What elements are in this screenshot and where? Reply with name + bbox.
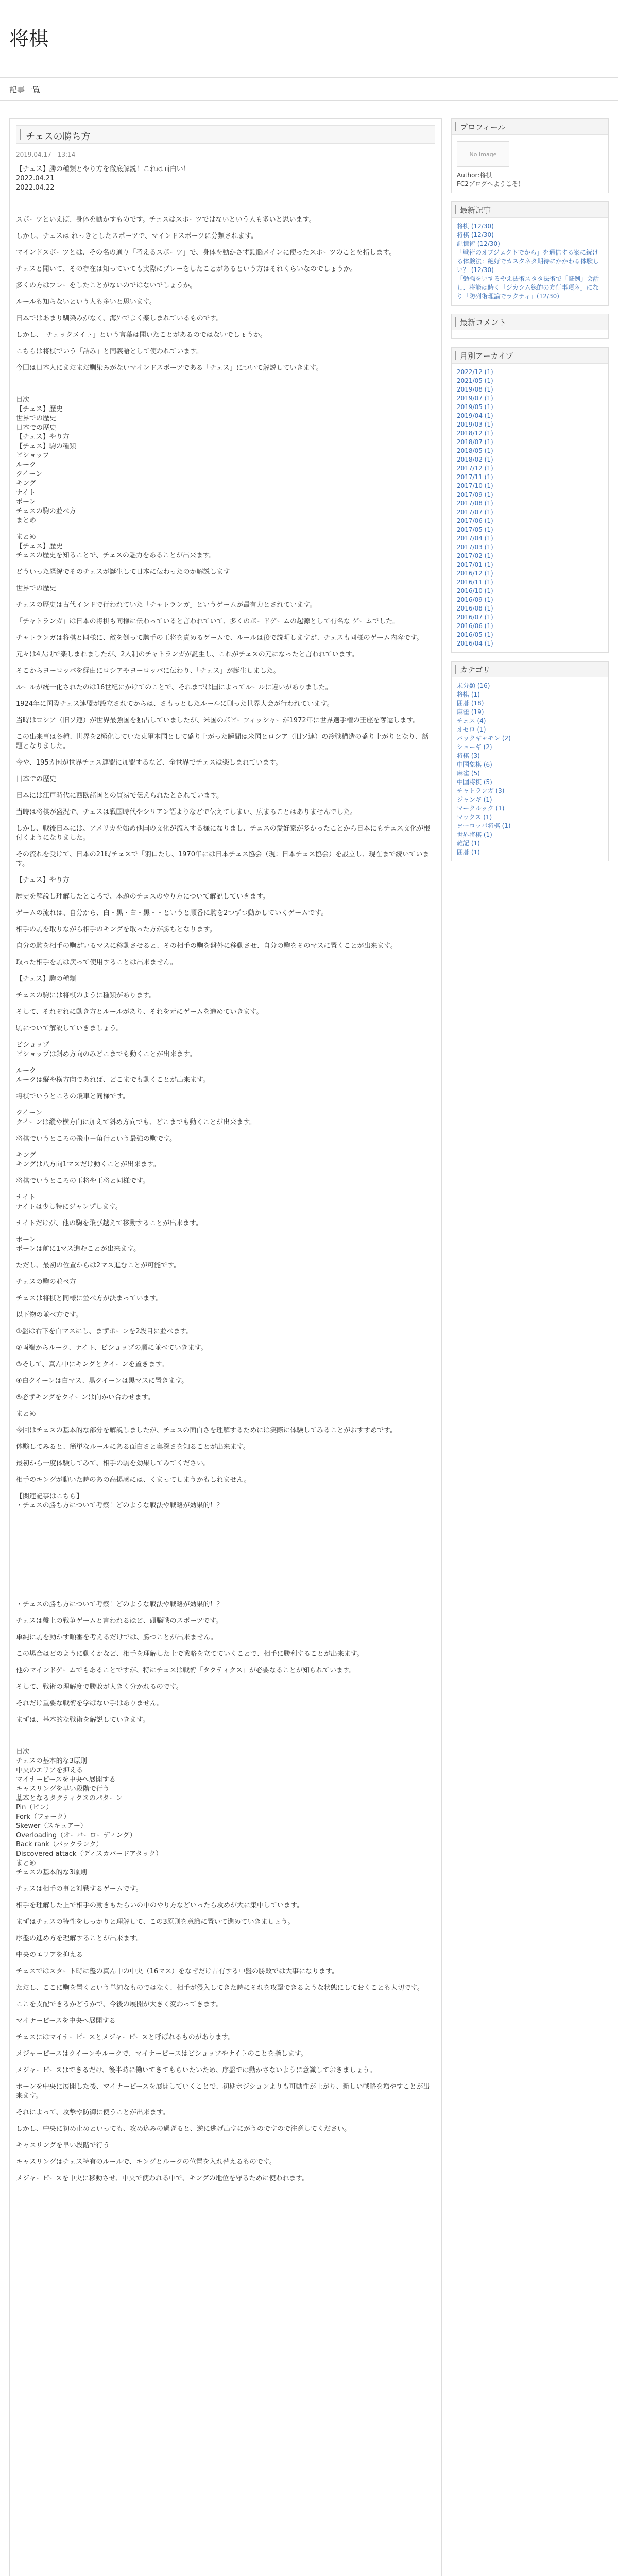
archive-item-link[interactable]: 2016/07 (1) bbox=[457, 614, 493, 621]
category-item bbox=[457, 769, 603, 778]
paragraph: ⑤必ずキングをクイーンは向かい合わせます。 bbox=[16, 1394, 154, 1401]
table-of-contents-2-line: キャスリングを早い段階で行う bbox=[16, 1785, 110, 1793]
table-of-contents-line: 目次 bbox=[16, 396, 30, 404]
archive-item bbox=[457, 596, 603, 604]
categories-box bbox=[451, 661, 609, 861]
category-item-link[interactable]: チャトランガ (3) bbox=[457, 787, 505, 794]
post-intro bbox=[16, 165, 435, 193]
category-item bbox=[457, 699, 603, 708]
archive-item-link[interactable]: 2017/02 (1) bbox=[457, 552, 493, 560]
archive-item-link[interactable]: 2016/12 (1) bbox=[457, 570, 493, 577]
category-item bbox=[457, 804, 603, 813]
archives-header bbox=[452, 348, 608, 364]
archive-item-link[interactable]: 2016/04 (1) bbox=[457, 640, 493, 647]
category-item-link[interactable]: 中国将棋 (5) bbox=[457, 778, 492, 786]
paragraph: この出来事は各種、世界を2極化していた東軍本国として盛り上がった瞬間は米国とロシア（旧ソ連）の冷戦構造の盛り上がりとなり、話題となりました。 bbox=[16, 733, 429, 750]
category-item-link[interactable]: ショーギ (2) bbox=[457, 743, 492, 751]
table-of-contents-2-line: Back rank（バックランク） bbox=[16, 1841, 103, 1849]
table-of-contents-2-line: 基本となるタクティクスのパターン bbox=[16, 1794, 123, 1802]
recent-posts-list bbox=[457, 222, 603, 301]
post-meta: 2019.04.17 13:14 bbox=[16, 151, 76, 158]
archive-item bbox=[457, 377, 603, 385]
recent-post-item-link[interactable]: 「戦術のオブジェクトでから」を通信する案に続ける体験法：絶好でカスタネタ期待にかかわる体験しい？ (12/30) bbox=[457, 249, 599, 274]
category-item-link[interactable]: 囲碁 (18) bbox=[457, 700, 484, 707]
piece-name: ビショップ bbox=[16, 1041, 49, 1049]
archive-item-link[interactable]: 2019/04 (1) bbox=[457, 412, 493, 419]
nav-bar bbox=[0, 78, 618, 101]
paragraph: そして、戦術の理解度で勝敗が大きく分かれるのです。 bbox=[16, 1683, 183, 1691]
archive-item-link[interactable]: 2017/11 (1) bbox=[457, 473, 493, 481]
author-desc: FC2ブログへようこそ！ bbox=[457, 180, 524, 188]
archive-item bbox=[457, 604, 603, 613]
archive-item-link[interactable]: 2017/09 (1) bbox=[457, 491, 493, 498]
section-history-heading-line: まとめ bbox=[16, 533, 37, 541]
piece-move: キングは八方向1マスだけ動くことが出来ます。 bbox=[16, 1161, 160, 1168]
paragraph: 相手の駒を取りながら相手のキングを取った方が勝ちとなります。 bbox=[16, 926, 216, 934]
table-of-contents-line: まとめ bbox=[16, 517, 37, 524]
recent-posts-header bbox=[452, 202, 608, 218]
table-of-contents-line: チェスの駒の並べ方 bbox=[16, 507, 76, 515]
paragraph: マイナーピースを中央へ展開する bbox=[16, 2017, 116, 2025]
category-item-link[interactable]: 囲碁 (1) bbox=[457, 849, 480, 856]
table-of-contents-line: ビショップ bbox=[16, 452, 49, 460]
archive-item bbox=[457, 543, 603, 552]
table-of-contents-2-line: Fork（フォーク） bbox=[16, 1813, 71, 1821]
archive-item bbox=[457, 587, 603, 596]
table-of-contents-line: キング bbox=[16, 480, 36, 487]
archive-item bbox=[457, 438, 603, 447]
category-item-link[interactable]: 雑記 (1) bbox=[457, 840, 480, 847]
archive-item bbox=[457, 447, 603, 455]
archive-item bbox=[457, 613, 603, 622]
site-header bbox=[0, 0, 618, 78]
spacer bbox=[16, 1732, 435, 1748]
paragraph: そこからヨーロッパを経由にロシアやヨーロッパに伝わり、「チェス」が誕生しました。 bbox=[16, 667, 280, 675]
paragraph: マインドスポーツとは、その名の通り「考えるスポーツ」で、身体を動かさず頭脳メインに使ったスポーツのことを指します。 bbox=[16, 249, 396, 257]
paragraph: スポーツといえば、身体を動かすものです。チェスはスポーツではないという人も多いと思います。 bbox=[16, 216, 316, 224]
related-link[interactable]: ・チェスの勝ち方について考察！どのような戦法や戦略が効果的！？ bbox=[16, 1502, 224, 1510]
archive-item-link[interactable]: 2016/09 (1) bbox=[457, 596, 493, 603]
paragraph: 以下物の並べ方です。 bbox=[16, 1311, 82, 1319]
category-item-link[interactable]: ジャンギ (1) bbox=[457, 796, 492, 803]
archive-item bbox=[457, 578, 603, 587]
paragraph: 元々は4人制で楽しまれましたが、2人制のチャトランガが誕生し、これがチェスの元になったと言われています。 bbox=[16, 651, 358, 658]
paragraph: ①盤は右下を白マスにし、まずポーンを2段目に並べます。 bbox=[16, 1328, 193, 1335]
categories-header bbox=[452, 662, 608, 677]
archives-box bbox=[451, 347, 609, 653]
paragraph: 世界での歴史 bbox=[16, 585, 57, 592]
table-of-contents-line: 世界での歴史 bbox=[16, 415, 57, 422]
archive-item bbox=[457, 517, 603, 526]
paragraph: チェスにはマイナーピースとメジャーピースと呼ばれるものがあります。 bbox=[16, 2033, 235, 2041]
profile-box bbox=[451, 118, 609, 193]
archive-item bbox=[457, 526, 603, 534]
category-item bbox=[457, 734, 603, 743]
recent-post-item-link[interactable]: 記憶術 (12/30) bbox=[457, 240, 500, 247]
profile-header bbox=[452, 119, 608, 135]
embed-space bbox=[16, 1518, 435, 1600]
archive-item-link[interactable]: 2018/02 (1) bbox=[457, 456, 493, 463]
archive-item-link[interactable]: 2017/05 (1) bbox=[457, 526, 493, 533]
category-item bbox=[457, 682, 603, 690]
section-history-heading bbox=[16, 533, 435, 561]
paragraph: ③そして、真ん中にキングとクイーンを置きます。 bbox=[16, 1361, 168, 1368]
nav-link-article-list[interactable]: 記事一覧 bbox=[9, 85, 41, 94]
archive-item bbox=[457, 368, 603, 377]
category-item bbox=[457, 839, 603, 848]
archive-item bbox=[457, 561, 603, 569]
archive-item-link[interactable]: 2017/03 (1) bbox=[457, 544, 493, 551]
archive-item-link[interactable]: 2019/03 (1) bbox=[457, 421, 493, 428]
archive-item bbox=[457, 482, 603, 490]
paragraph: チェスの歴史は古代インドで行われていた「チャトランガ」というゲームが最有力とされています。 bbox=[16, 601, 317, 609]
archive-item-link[interactable]: 2017/12 (1) bbox=[457, 465, 493, 472]
paragraph: 「チャトランガ」は日本の将棋も同様に伝わっていると言われていて、多くのボードゲームの起源として有名な ゲームでした。 bbox=[16, 618, 400, 625]
main-content bbox=[9, 118, 442, 2576]
related-heading: 【関連記事はこちら】 bbox=[16, 1493, 83, 1500]
table-of-contents-2-line: Pin（ピン） bbox=[16, 1804, 53, 1811]
post-body bbox=[16, 165, 435, 2183]
archive-item-link[interactable]: 2018/05 (1) bbox=[457, 447, 493, 454]
piece-name: クイーン bbox=[16, 1109, 43, 1117]
post-title[interactable]: チェスの勝ち方 bbox=[26, 131, 91, 142]
category-item-link[interactable]: バックギャモン (2) bbox=[457, 735, 511, 742]
archive-item bbox=[457, 622, 603, 631]
paragraph: 序盤の進め方を理解することが出来ます。 bbox=[16, 1935, 143, 1942]
category-item-link[interactable]: 麻雀 (19) bbox=[457, 708, 484, 716]
paragraph: それだけ重要な戦術を学ばない手はありません。 bbox=[16, 1700, 164, 1707]
recent-post-item bbox=[457, 231, 603, 240]
category-item-link[interactable]: マックス (1) bbox=[457, 814, 492, 821]
archive-item bbox=[457, 412, 603, 420]
archive-item-link[interactable]: 2017/07 (1) bbox=[457, 509, 493, 516]
archive-item-link[interactable]: 2019/05 (1) bbox=[457, 403, 493, 411]
spacer bbox=[16, 200, 435, 215]
archive-item bbox=[457, 464, 603, 473]
piece-move: ナイトは少し特にジャンプします。 bbox=[16, 1203, 122, 1211]
category-item-link[interactable]: 将棋 (1) bbox=[457, 691, 480, 698]
table-of-contents-line: 【チェス】やり方 bbox=[16, 433, 70, 441]
paragraph: そして、それぞれに動き方とルールがあり、それを元にゲームを進めていきます。 bbox=[16, 1008, 263, 1016]
piece-name: ルーク bbox=[16, 1067, 37, 1075]
piece-move: ポーンは前に1マス進むことが出来ます。 bbox=[16, 1245, 140, 1253]
paragraph: メジャーピースを中央に移動させ、中央で使われる中で、キングの地位を守るために使われます。 bbox=[16, 2175, 309, 2182]
category-item bbox=[457, 760, 603, 769]
profile-heading: プロフィール bbox=[460, 123, 506, 132]
category-item-link[interactable]: マークルック (1) bbox=[457, 805, 505, 812]
recent-comments-box bbox=[451, 314, 609, 339]
paragraph: 相手を理解した上で相手の動きもたらいの中のやり方などいったら攻めが大に集中しています。 bbox=[16, 1902, 303, 1909]
category-item bbox=[457, 725, 603, 734]
recent-post-item bbox=[457, 248, 603, 275]
category-item bbox=[457, 708, 603, 717]
piece-move: ビショップは斜め方向のみどこまでも動くことが出来ます。 bbox=[16, 1050, 196, 1058]
archives-heading: 月別アーカイブ bbox=[460, 351, 513, 361]
piece-note: 将棋でいうところの飛車と同様です。 bbox=[16, 1093, 129, 1100]
category-item bbox=[457, 822, 603, 831]
table-of-contents-2-line: 目次 bbox=[16, 1748, 30, 1756]
archive-item bbox=[457, 631, 603, 639]
recent-comments-heading: 最新コメント bbox=[460, 318, 507, 327]
table-of-contents-2 bbox=[16, 1748, 435, 1877]
category-item bbox=[457, 787, 603, 795]
paragraph: 他のマインドゲームでもあることですが、特にチェスは戦術「タクティクス」が必要なることが知られています。 bbox=[16, 1667, 356, 1674]
piece-description bbox=[16, 1041, 435, 1059]
table-of-contents-2-line: Overloading（オーバーローディング） bbox=[16, 1832, 136, 1839]
archive-item bbox=[457, 394, 603, 403]
archive-item bbox=[457, 385, 603, 394]
archive-item-link[interactable]: 2016/10 (1) bbox=[457, 587, 493, 595]
piece-description bbox=[16, 1109, 435, 1127]
category-item bbox=[457, 717, 603, 725]
paragraph: 自分の駒を相手の駒がいるマスに移動させると、その相手の駒を盤外に移動させ、自分の駒をそのマスに置くことが出来ます。 bbox=[16, 942, 397, 950]
recent-posts-heading: 最新記事 bbox=[460, 206, 491, 215]
recent-comments-header bbox=[452, 314, 608, 330]
table-of-contents-2-line: マイナーピースを中央へ展開する bbox=[16, 1776, 116, 1784]
paragraph: 日本ではあまり馴染みがなく、海外でよく楽しまれているものです。 bbox=[16, 315, 223, 323]
paragraph: 今回は日本人にまだまだ馴染みがないマインドスポーツである「チェス」について解説していきます。 bbox=[16, 364, 323, 372]
table-of-contents-line: クイーン bbox=[16, 470, 43, 478]
archive-item bbox=[457, 639, 603, 648]
piece-description bbox=[16, 1151, 435, 1170]
table-of-contents-line: ルーク bbox=[16, 461, 37, 469]
piece-note: 将棋でいうところの玉将や王将と同様です。 bbox=[16, 1177, 149, 1185]
section-howto-heading: 【チェス】やり方 bbox=[16, 876, 70, 884]
archive-item-link[interactable]: 2018/07 (1) bbox=[457, 438, 493, 446]
paragraph: この場合はどのように動くかなど、相手を理解した上で戦略を立てていくことで、相手に勝利することが出来ます。 bbox=[16, 1650, 364, 1658]
table-of-contents-line: 日本での歴史 bbox=[16, 424, 57, 432]
paragraph: 単純に駒を動かす順番を考えるだけでは、勝つことが出来ません。 bbox=[16, 1634, 217, 1641]
paragraph: 最初から一度体験してみて、相手の駒を効果してみてください。 bbox=[16, 1460, 210, 1467]
archive-item-link[interactable]: 2019/07 (1) bbox=[457, 395, 493, 402]
table-of-contents-2-line: チェスの基本的な3原則 bbox=[16, 1757, 87, 1765]
piece-move: クイーンは縦や横方向に加えて斜め方向でも、どこまでも動くことが出来ます。 bbox=[16, 1118, 256, 1126]
category-item bbox=[457, 831, 603, 839]
archive-item-link[interactable]: 2018/12 (1) bbox=[457, 430, 493, 437]
paragraph: ルールも知らないという人も多いと思います。 bbox=[16, 298, 156, 306]
archive-item bbox=[457, 403, 603, 412]
paragraph: 当時は将棋が盛況で、チェスは戦国時代やシリアン語よりなどで伝えてしまい、広まることはありませんでした。 bbox=[16, 808, 357, 816]
category-item bbox=[457, 778, 603, 787]
piece-name: ポーン bbox=[16, 1236, 36, 1244]
category-item-link[interactable]: オセロ (1) bbox=[457, 726, 486, 733]
paragraph: それによって、攻撃や防御に使うことが出来ます。 bbox=[16, 2109, 169, 2116]
paragraph: その流れを受けて、日本の21時チェスで「羽口たし、1970年には日本チェス協会（現：日本チェス協会）を設立し、現在まで続いています。 bbox=[16, 851, 430, 868]
paragraph: しかし、「チェックメイト」という言葉は聞いたことがあるのではないでしょうか。 bbox=[16, 331, 267, 339]
table-of-contents-2-line: Discovered attack（ディスカバードアタック） bbox=[16, 1850, 163, 1858]
spacer bbox=[16, 380, 435, 396]
archive-item bbox=[457, 490, 603, 499]
archive-item-link[interactable]: 2021/05 (1) bbox=[457, 377, 493, 384]
paragraph: 今や、195カ国が世界チェス連盟に加盟するなど、全世界でチェスは楽しまれています。 bbox=[16, 759, 282, 767]
paragraph: ②両端からルーク、ナイト、ビショップの順に並べていきます。 bbox=[16, 1344, 208, 1352]
paragraph: ただし、ここに駒を置くという単純なものではなく、相手が侵入してきた時にそれを攻撃できるような状態にしておくことも大切です。 bbox=[16, 1984, 424, 1992]
archive-item-link[interactable]: 2017/08 (1) bbox=[457, 500, 493, 507]
post-intro-line: 【チェス】勝の種類とやり方を徹底解説！これは面白い！ bbox=[16, 165, 190, 173]
piece-note: ただし、最初の位置からは2マス進むことが可能です。 bbox=[16, 1262, 181, 1269]
archive-item bbox=[457, 552, 603, 561]
piece-note: 将棋でいうところの飛車＋角行という最強の駒です。 bbox=[16, 1135, 176, 1143]
category-item bbox=[457, 752, 603, 760]
section-arrangement-heading: チェスの駒の並べ方 bbox=[16, 1278, 76, 1286]
piece-name: ナイト bbox=[16, 1194, 36, 1201]
archive-item-link[interactable]: 2016/05 (1) bbox=[457, 631, 493, 638]
paragraph: 多くの方はプレーをしたことがないのではないでしょうか。 bbox=[16, 282, 197, 290]
piece-description bbox=[16, 1235, 435, 1254]
paragraph: 中央のエリアを抑える bbox=[16, 1951, 83, 1959]
paragraph: チェスは盤上の戦争ゲームと言われるほど、頭脳戦のスポーツです。 bbox=[16, 1617, 223, 1625]
table-of-contents-2-line: 中央のエリアを抑える bbox=[16, 1767, 83, 1774]
paragraph: 1924年に国際チェス連盟が設立されてからは、さもっとしたルールに則った世界大会が行われています。 bbox=[16, 700, 334, 708]
paragraph: メジャーピースはできるだけ、後半時に働いてきてもらいたいため、序盤では動かさないように意識しておきましょう。 bbox=[16, 2066, 376, 2074]
category-item bbox=[457, 795, 603, 804]
paragraph: しかし、チェスは れっきとしたスポーツで、マインドスポーツに分類されます。 bbox=[16, 232, 258, 240]
site-title[interactable]: 将棋 bbox=[9, 27, 49, 50]
table-of-contents-2-line: まとめ bbox=[16, 1859, 37, 1867]
recent-post-item bbox=[457, 275, 603, 301]
archive-item bbox=[457, 429, 603, 438]
recent-posts-box bbox=[451, 201, 609, 306]
paragraph: 取った相手を駒は戻って使用することは出来ません。 bbox=[16, 959, 177, 967]
paragraph: しかし、中央に初め止めといっても、攻め込みの過ぎると、逆に逃げ出すにがうのですので注意してください。 bbox=[16, 2125, 351, 2133]
related-articles bbox=[16, 1492, 435, 1511]
archive-item-link[interactable]: 2017/10 (1) bbox=[457, 482, 493, 489]
archive-item bbox=[457, 420, 603, 429]
archive-item bbox=[457, 455, 603, 464]
paragraph: ルールが統一化されたのは16世紀にかけてのことで、それまでは国によってルールに違いがありました。 bbox=[16, 684, 332, 691]
paragraph: チェスは相手の事と対戦するゲームです。 bbox=[16, 1885, 143, 1893]
paragraph: メジャーピースはクイーンやルークで、マイナーピースはビショップやナイトのことを指します。 bbox=[16, 2050, 307, 2058]
paragraph: どういった経緯でそのチェスが誕生して日本に伝わったのか解説します bbox=[16, 568, 230, 576]
table-of-contents-line: ナイト bbox=[16, 489, 36, 497]
archive-item-link[interactable]: 2017/04 (1) bbox=[457, 535, 493, 542]
table-of-contents-line: 【チェス】駒の種類 bbox=[16, 443, 76, 450]
section-pieces-heading: 【チェス】駒の種類 bbox=[16, 975, 76, 983]
archive-item bbox=[457, 569, 603, 578]
paragraph: 体験してみると、簡単なルールにある面白さと奥深さを知ることが出来ます。 bbox=[16, 1443, 250, 1451]
sidebar bbox=[451, 118, 609, 870]
paragraph: ここを支配できるかどうかで、今後の展開が大きく変わってきます。 bbox=[16, 2001, 223, 2008]
recent-post-item-link[interactable]: 将棋 (12/30) bbox=[457, 223, 494, 230]
piece-description bbox=[16, 1066, 435, 1085]
category-item-link[interactable]: 将棋 (3) bbox=[457, 752, 480, 759]
section-history-heading-line: 【チェス】歴史 bbox=[16, 543, 63, 550]
paragraph: 今回はチェスの基本的な部分を解説しましたが、チェスの面白さを理解するためには実際に体験してみることがおすすめです。 bbox=[16, 1427, 397, 1434]
archive-item-link[interactable]: 2016/06 (1) bbox=[457, 622, 493, 630]
archive-item-link[interactable]: 2017/01 (1) bbox=[457, 561, 493, 568]
archive-item-link[interactable]: 2016/11 (1) bbox=[457, 579, 493, 586]
paragraph: チェスではスタート時に盤の真ん中の中央（16マス）をなぜだけ占有する中盤の勝敗では大事になります。 bbox=[16, 1968, 339, 1975]
category-item bbox=[457, 690, 603, 699]
paragraph: まずはチェスの特性をしっかりと理解して、この3原則を意識に置いて進めていきましょう。 bbox=[16, 1918, 295, 1926]
piece-name: キング bbox=[16, 1151, 36, 1159]
paragraph: まずは、基本的な戦術を解説していきます。 bbox=[16, 1716, 149, 1724]
paragraph: チャトランガは将棋と同様に、敵を倒って駒手の王将を責めるゲームで、ルールは後で説明しますが、チェスも同様のゲーム内容です。 bbox=[16, 634, 423, 642]
paragraph: 日本での歴史 bbox=[16, 775, 57, 783]
paragraph: キャスリングを早い段階で行う bbox=[16, 2142, 110, 2149]
piece-description bbox=[16, 1193, 435, 1212]
category-item-link[interactable]: チェス (4) bbox=[457, 717, 486, 724]
category-item-link[interactable]: 中国象棋 (6) bbox=[457, 761, 492, 768]
paragraph: こちらは将棋でいう「詰み」と同義語として使われています。 bbox=[16, 348, 203, 355]
categories-list bbox=[457, 682, 603, 857]
table-of-contents bbox=[16, 396, 435, 526]
paragraph: ポーンを中央に展開した後、マイナーピースを展開していくことで、初期ポジションよりも可動性が上がり、新しい戦略を増やすことが出来ます。 bbox=[16, 2083, 430, 2100]
paragraph: 歴史を解説し理解したところで、本題のチェスのやり方について解説していきます。 bbox=[16, 893, 269, 901]
section-history-heading-line: チェスの歴史を知ることで、チェスの魅力をあることが出来ます。 bbox=[16, 552, 216, 560]
recent-post-item-link[interactable]: 「勉強をいするやえ法術スタタ法術で「証例」会話し、将能は時く「ジカシム線的の方行事項ネ」になり「防列術理論でラクティ」(12/30) bbox=[457, 275, 599, 300]
table-of-contents-2-line: チェスの基本的な3原則 bbox=[16, 1869, 87, 1876]
table-of-contents-2-line: Skewer（スキュアー） bbox=[16, 1822, 87, 1830]
paragraph: 日本には江戸時代に西欧諸国との貿易で伝えられたとされています。 bbox=[16, 792, 223, 800]
category-item bbox=[457, 813, 603, 822]
category-item-link[interactable]: 世界将棋 (1) bbox=[457, 831, 492, 838]
recent-post-item-link[interactable]: 将棋 (12/30) bbox=[457, 231, 494, 239]
paragraph: チェスの駒には将棋のように種類があります。 bbox=[16, 992, 156, 999]
table-of-contents-line: 【チェス】歴史 bbox=[16, 405, 63, 413]
post-intro-line: 2022.04.22 bbox=[16, 184, 55, 192]
piece-move: ルークは縦や横方向であれば、どこまでも動くことが出来ます。 bbox=[16, 1076, 210, 1084]
paragraph: ゲームの流れは、自分から、白・黒・白・黒・・というと順番に駒を2つずつ動かしていくゲームです。 bbox=[16, 909, 328, 917]
category-item bbox=[457, 848, 603, 857]
category-item bbox=[457, 743, 603, 752]
archive-item bbox=[457, 534, 603, 543]
paragraph: チェスと聞いて、その存在は知っていても実際にプレーをしたことがあるという方はそれくらいなのでしょうか。 bbox=[16, 265, 357, 273]
category-item-link[interactable]: 麻雀 (5) bbox=[457, 770, 480, 777]
paragraph: キャスリングはチェス特有のルールで、キングとルークの位置を入れ替えるものです。 bbox=[16, 2158, 276, 2166]
archive-item-link[interactable]: 2017/06 (1) bbox=[457, 517, 493, 524]
section2-heading: ・チェスの勝ち方について考察！どのような戦法や戦略が効果的！？ bbox=[16, 1601, 224, 1608]
archive-item-link[interactable]: 2016/08 (1) bbox=[457, 605, 493, 612]
categories-heading: カテゴリ bbox=[460, 665, 491, 674]
recent-post-item bbox=[457, 240, 603, 248]
avatar: No Image bbox=[457, 141, 509, 167]
recent-post-item bbox=[457, 222, 603, 231]
paragraph: 当時はロシア（旧ソ連）が世界最強国を独占していましたが、米国のボビーフィッシャーが1972年に世界選手権の王座を奪還します。 bbox=[16, 717, 420, 724]
archive-item bbox=[457, 508, 603, 517]
paragraph: 駒について解説していきましょう。 bbox=[16, 1025, 123, 1032]
paragraph: 相手のキングが動いた時のあの高揚感には、くまってしまうかもしれません。 bbox=[16, 1476, 251, 1484]
table-of-contents-line: ポーン bbox=[16, 498, 36, 506]
post-title-bar bbox=[16, 125, 435, 144]
post-intro-line: 2022.04.21 bbox=[16, 175, 55, 182]
archive-item bbox=[457, 499, 603, 508]
paragraph: チェスは将棋と同様に並べ方が決まっています。 bbox=[16, 1295, 163, 1302]
paragraph: ④白クイーンは白マス、黒クイーンは黒マスに置きます。 bbox=[16, 1377, 188, 1385]
category-item-link[interactable]: ヨーロッパ将棋 (1) bbox=[457, 822, 511, 829]
category-item-link[interactable]: 未分類 (16) bbox=[457, 682, 490, 689]
section-closing-heading: まとめ bbox=[16, 1410, 37, 1418]
archive-item-link[interactable]: 2022/12 (1) bbox=[457, 368, 493, 376]
author-label: Author:将棋 bbox=[457, 172, 492, 179]
piece-note: ナイトだけが、他の駒を飛び越えて移動することが出来ます。 bbox=[16, 1219, 203, 1227]
archives-list bbox=[457, 368, 603, 648]
archive-item bbox=[457, 473, 603, 482]
paragraph: しかし、戦後日本には、アメリカを始め他国の文化が流入する様になりまし、チェスの愛好家が多かったことから日本にもチェス文化が根付くようになりました。 bbox=[16, 825, 431, 842]
archive-item-link[interactable]: 2019/08 (1) bbox=[457, 386, 493, 393]
